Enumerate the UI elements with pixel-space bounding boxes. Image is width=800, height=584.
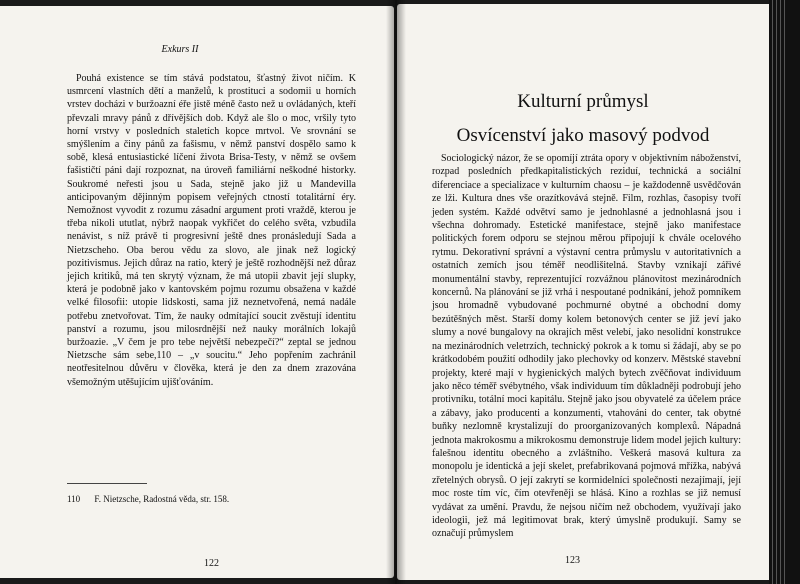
footnote-text: F. Nietzsche, Radostná věda, str. 158.	[94, 494, 230, 504]
left-body-text	[67, 72, 356, 389]
running-head: Exkurs II	[161, 44, 199, 55]
footnote	[67, 494, 356, 504]
page-number-left: 122	[204, 558, 219, 569]
chapter-subtitle: Osvícenství jako masový podvod	[456, 125, 710, 146]
right-body-text	[432, 152, 741, 541]
chapter-title: Kulturní průmysl	[517, 91, 649, 112]
footnote-number: 110	[67, 494, 81, 504]
left-page	[0, 6, 394, 578]
page-edges	[769, 0, 800, 584]
right-page	[397, 4, 769, 580]
footnote-rule	[67, 483, 147, 484]
right-paragraph: Sociologický názor, že se opomíjí ztráta opory v objektivním náboženství, rozpad posledních předkapitalistických reziduí, technická a sociální diferenciace a specializace v kulturním chaosu – je každodenně usvědčován ze lži. Kultura dnes vše orazítkovává stejně. Film, rozhlas, časopisy tvoří jeden systém. Každé odvětví samo je jednohlasné a jednohlasná jsou i všechna dohromady. Estetické manifestace, stejně jako manifestace politických forem odporu se stejnou měrou připojují k chvále ocelového rytmu. Dekorativní správní a výstavní centra průmyslu v autoritativních a ostatních zemích jsou téměř neodlišitelná. Stavby vznikají zářivé monumentální stavby, reprezentující rozvážnou plánovitost mezinárodních koncernů. Na plánování se již vrhá i nespoutané podnikání, jehož pomníkem jsou hromadně vybudované pochmurné obytné a obchodní domy bezútěšných měst. Starší domy kolem betonových center se již jeví jako slumy a nové bungalovy na okrajích měst velebí, jako nesolidní konstrukce na mezinárodních veletrzích, technický pokrok a k tomu si žádají, aby se po krátkodobém použití odhodily jako plechovky od konzerv. Městské stavební projekty, které mají v hygienických malých bytech zvěčňovat individuum jako něco téměř svébytného, však individuum tím důkladněji podrobují jeho protivníku, totální moci kapitálu. Stejně jako jsou obyvatelé za účelem práce a zábavy, jako producenti a konzumenti, vtahováni do center, tak obytné buňky nezlomně krystalizují do proorganizovaných komplexů. Nápadná jednota makrokosmu a mikrokosmu demonstruje lidem model jejich kultury: falešnou identitu obecného a zvláštního. Veškerá masová kultura za monopolu je identická a její skelet, prefabrikovaná pojmová mřížka, nabývá zřetelných obrysů. O její zakrytí se kormidelníci společnosti nezajímají, její moc roste tím víc, čím otevřeněji se hlásá. Kino a rozhlas se již nemusí vydávat za umění. Pravdu, že nejsou ničím než obchodem, využívají jako ideologii, jež má legitimovat brak, který úmyslně produkují. Samy se označují průmyslem	[432, 153, 741, 540]
left-paragraph: Pouhá existence se tím stává podstatou, šťastný život ničím. K usmrcení vlastních dětí a manželů, k prostituci a sodomii u horních vrstev docházi v buržoazní éře jistě méně často než u ovládaných, kteří převzali mravy pánů z dřívějších dob. Když ale šlo o moc, vršily tyto horní vrstvy v posledních staletích kopce mrtvol. Ve srovnání se smýšlením a činy pánů za fašismu, v němž panství dospělo samo k sobě, klesá entusiastické líčení života Brisa-Testy, v němž se ovšem fašističtí páni dají rozpoznat, na úroveň familiární neškodné historky. Soukromé neřesti jsou u Sada, stejně jako již u Mandevilla anticipovaným dějinným popisem veřejných ctností totalitární éry. Nemožnost vyvodit z rozumu zásadní argument proti vraždě, kterou je třeba nikoli ututlat, nýbrž naopak vykřičet do celého světa, vzbudila nenávist, s níž právě ti progresivní ještě dnes pronásledují Sada a Nietzscheho. Oba berou vědu za slovo, ale jinak než logický pozitivismus. Jejich důraz na ratio, který je ještě rozhodnější než důraz jejich kritiků, má ten skrytý význam, že má utopii zbavit její slupky, která je podobně jako v kantovském pojmu rozumu obsažena v každé velké filosofii: utopie lidskosti, sama již neznetvořená, nemá nadále potřebu znetvořovat. Tím, že nauky odmítající soucit zvěstují identitu panství a rozumu, jsou milosrdnější než nauky morálních lokajů buržoazie. „V čem je pro tebe největší nebezpečí?“ zeptal se jednou Nietzsche sám sebe,110 – „v soucitu.“ Jeho popřením zachránil neotřesitelnou důvěru v člověka, která je den za dnem zrazována všemožným utěšujícím ujišťováním.	[67, 73, 356, 388]
page-number-right: 123	[565, 555, 580, 566]
